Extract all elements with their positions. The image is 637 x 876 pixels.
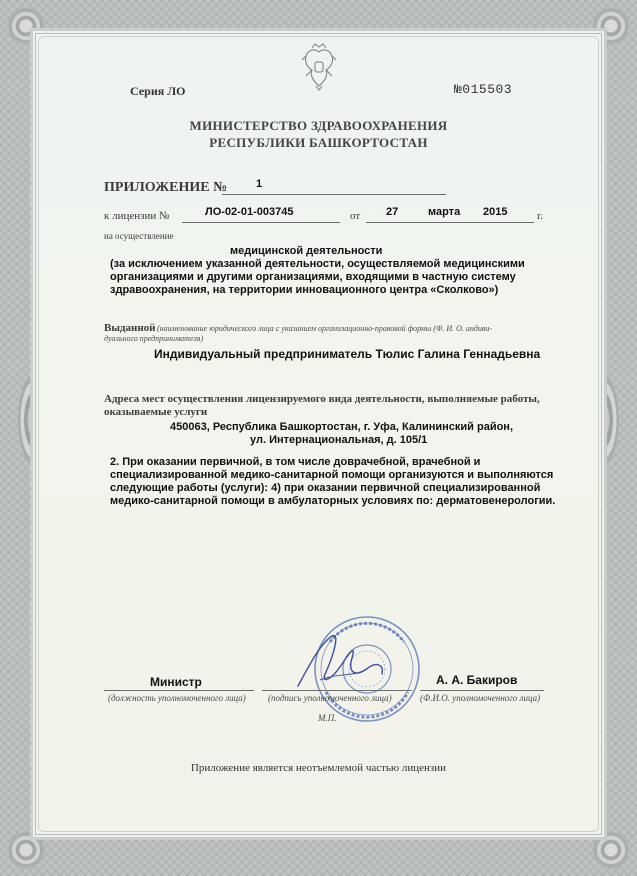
seal-place-label: М.П. (318, 713, 337, 723)
license-holder-name: Индивидуальный предприниматель Тюлис Галина Геннадьевна (154, 347, 541, 361)
handwritten-signature-icon (290, 624, 390, 704)
name-underline (420, 690, 544, 691)
name-hint: (Ф.И.О. уполномоченного лица) (420, 693, 541, 703)
date-underline (366, 222, 534, 223)
appendix-label: ПРИЛОЖЕНИЕ № (104, 180, 228, 195)
signer-position: Министр (150, 675, 202, 689)
activity-label: на осуществление (104, 231, 174, 241)
double-headed-eagle-emblem-icon (300, 42, 338, 92)
license-year: 2015 (483, 206, 508, 218)
signer-name: А. А. Бакиров (436, 673, 518, 687)
services-line4: медико-санитарной помощи в амбулаторных условиях по: дерматовенерологии. (110, 495, 556, 507)
license-number-underline (182, 222, 340, 223)
activity-detail-line1: (за исключением указанной деятельности, осуществляемой медицинскими (110, 258, 525, 270)
activity-detail-line3: здравоохранения, на территории инновационного центра «Сколково») (110, 284, 499, 296)
license-label: к лицензии № (104, 210, 170, 222)
address-label-line2: оказываемые услуги (104, 406, 208, 418)
series-label: Серия ЛО (130, 84, 186, 98)
address-label-line1: Адреса мест осуществления лицензируемого вида деятельности, выполняемые работы, (104, 393, 540, 405)
position-hint: (должность уполномоченного лица) (108, 693, 246, 703)
services-line2: специализированной медико-санитарной помощи организуются и выполняются (110, 469, 554, 481)
license-month: марта (428, 206, 461, 218)
license-number: ЛО-02-01-003745 (205, 206, 294, 218)
address-line2: ул. Интернациональная, д. 105/1 (250, 434, 428, 446)
address-line1: 450063, Республика Башкортостан, г. Уфа, Калининский район, (170, 421, 514, 433)
date-from-label: от (350, 210, 361, 222)
services-line3: следующие работы (услуги): 4) при оказании первичной специализированной (110, 482, 541, 494)
issued-label: Выданной (104, 322, 156, 334)
issued-hint-line2: дуального предпринимателя) (104, 334, 204, 343)
appendix-footer-note: Приложение является неотъемлемой частью лицензии (190, 762, 447, 774)
appendix-underline (222, 194, 446, 195)
ministry-title-line2: РЕСПУБЛИКИ БАШКОРТОСТАН (209, 135, 428, 150)
ministry-title-line1: МИНИСТЕРСТВО ЗДРАВООХРАНЕНИЯ (189, 118, 448, 133)
year-suffix: г. (537, 210, 544, 222)
issued-hint-line1: (наименование юридического лица с указанием организационно-правовой формы (Ф. И. О. индиви- (157, 324, 493, 333)
signature-underline (262, 690, 412, 691)
position-underline (104, 690, 254, 691)
appendix-number: 1 (256, 178, 263, 190)
signature-hint: (подпись уполномоченного лица) (268, 693, 392, 703)
form-number: №015503 (454, 82, 513, 97)
activity-title: медицинской деятельности (230, 245, 383, 257)
license-day: 27 (386, 206, 399, 218)
services-line1: 2. При оказании первичной, в том числе доврачебной, врачебной и (110, 456, 481, 468)
activity-detail-line2: организациями и другими организациями, входящими в частную систему (110, 271, 516, 283)
